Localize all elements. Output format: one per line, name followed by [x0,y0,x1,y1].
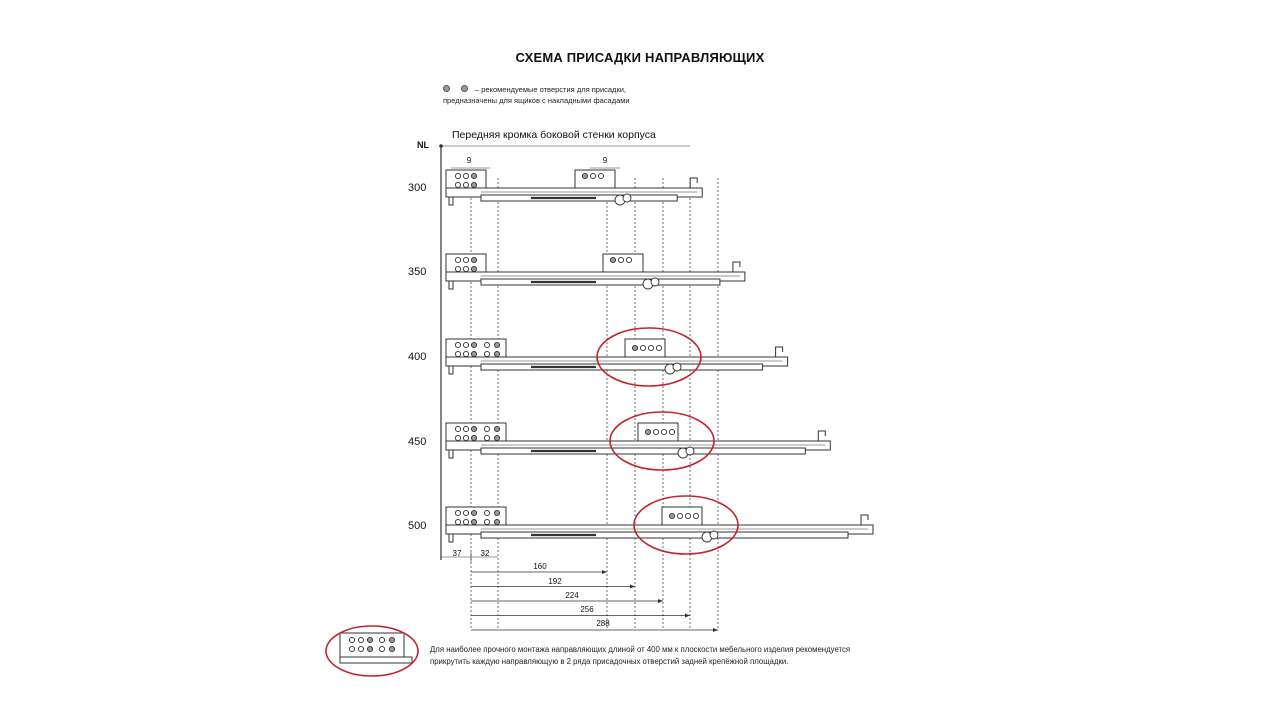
rail-rear-tab [449,366,453,374]
hole-dimension: 224 [565,591,579,600]
front-mount-hole [648,345,653,350]
note-mount-hole [349,646,354,651]
rear-mount-hole [455,435,460,440]
rear-mount-hole [463,257,468,262]
front-bracket-hook [776,347,783,357]
front-mount-hole [656,345,661,350]
rear-mount-hole [494,510,499,515]
rear-mount-hole [471,510,476,515]
rear-mount-hole [455,519,460,524]
offset-dimension: 9 [602,156,608,165]
rear-mount-hole [455,426,460,431]
offset-dimension: 9 [466,156,472,165]
rail-length-label: 300 [408,182,427,194]
rear-mount-hole [455,173,460,178]
dimension-arrow [658,599,663,603]
rail-length-label: 350 [408,266,427,278]
rear-mount-hole [455,351,460,356]
offset-dimension: 37 [452,549,462,558]
rear-mount-hole [484,351,489,356]
page-title: СХЕМА ПРИСАДКИ НАПРАВЛЯЮЩИХ [515,50,765,65]
note-mount-hole [367,637,372,642]
nl-axis-label: NL [417,140,429,150]
dimension-arrow [713,628,718,632]
front-mount-hole [582,173,587,178]
rear-mount-hole [494,426,499,431]
hole-dimension: 192 [548,577,562,586]
rear-mount-hole [494,519,499,524]
hole-dimension: 160 [533,562,547,571]
dimension-arrow [685,614,690,618]
rear-mount-hole [484,435,489,440]
hole-dimension: 256 [580,605,594,614]
rear-mount-hole [463,519,468,524]
rear-mount-hole [471,257,476,262]
note-mount-hole [358,646,363,651]
rear-mount-hole [463,266,468,271]
note-mount-hole [349,637,354,642]
rear-mount-hole [455,510,460,515]
front-mount-plate [575,170,615,188]
damper-catch [651,278,659,286]
legend-text-continued: предназначены для ящиков с накладными фасадами [443,96,630,105]
legend-text: – рекомендуемые отверстия для присадки, [475,85,626,94]
rear-mount-hole [471,426,476,431]
damper-catch [623,194,631,202]
front-bracket-hook [818,431,825,441]
front-mount-hole [661,429,666,434]
note-text: Для наиболее прочного монтажа направляющих длиной от 400 мм к плоскости мебельного изделия рекомендуется [430,645,851,654]
rear-mount-hole [471,435,476,440]
rear-mount-hole [484,342,489,347]
rear-mount-hole [463,510,468,515]
front-bracket-hook [690,178,697,188]
rail-rear-tab [449,450,453,458]
front-mount-hole [640,345,645,350]
front-mount-hole [653,429,658,434]
note-mount-hole [379,637,384,642]
front-bracket-hook [733,262,740,272]
rear-mount-hole [463,342,468,347]
hole-dimension: 288 [596,619,610,628]
front-mount-hole [632,345,637,350]
rail-rear-tab [449,281,453,289]
front-mount-hole [645,429,650,434]
rear-mount-hole [484,510,489,515]
rear-mount-hole [455,342,460,347]
dimension-arrow [630,585,635,589]
front-mount-hole [610,257,615,262]
rear-mount-hole [463,426,468,431]
front-mount-hole [685,513,690,518]
rear-mount-hole [463,182,468,187]
damper-catch [710,531,718,539]
front-edge-label: Передняя кромка боковой стенки корпуса [452,129,656,141]
front-mount-hole [618,257,623,262]
rear-mount-hole [484,519,489,524]
note-mount-hole [358,637,363,642]
rear-mount-hole [463,351,468,356]
note-mount-hole [379,646,384,651]
front-mount-hole [590,173,595,178]
rear-mount-hole [455,266,460,271]
damper-catch [686,447,694,455]
rear-mount-hole [484,426,489,431]
rear-mount-hole [471,173,476,178]
rear-mount-hole [494,351,499,356]
rear-mount-hole [471,182,476,187]
rear-mount-hole [463,435,468,440]
rear-mount-hole [471,342,476,347]
front-mount-hole [669,429,674,434]
rail-rear-tab [449,534,453,542]
inner-slide [481,448,805,454]
note-mount-hole [367,646,372,651]
offset-dimension: 32 [480,549,490,558]
rear-mount-hole [463,173,468,178]
note-rail-body [340,657,412,663]
damper-catch [673,363,681,371]
front-mount-hole [598,173,603,178]
rear-mount-hole [471,351,476,356]
rear-mount-hole [471,266,476,271]
note-mount-hole [389,646,394,651]
rail-length-label: 450 [408,436,427,448]
rear-mount-hole [455,182,460,187]
note-mount-hole [389,637,394,642]
rail-length-label: 500 [408,520,427,532]
rear-mount-hole [455,257,460,262]
inner-slide [481,364,763,370]
front-mount-hole [693,513,698,518]
inner-slide [481,279,720,285]
front-mount-plate [603,254,643,272]
rear-mount-hole [471,519,476,524]
rail-length-label: 400 [408,351,427,363]
front-mount-hole [626,257,631,262]
rear-mount-hole [494,435,499,440]
note-mount-plate [340,633,404,657]
front-bracket-hook [861,515,868,525]
dimension-arrow [602,570,607,574]
front-mount-hole [677,513,682,518]
note-text-continued: прикрутить каждую направляющую в 2 ряда присадочных отверстий задней крепёжной площадки. [430,657,789,666]
front-mount-hole [669,513,674,518]
rail-rear-tab [449,197,453,205]
rear-mount-hole [494,342,499,347]
